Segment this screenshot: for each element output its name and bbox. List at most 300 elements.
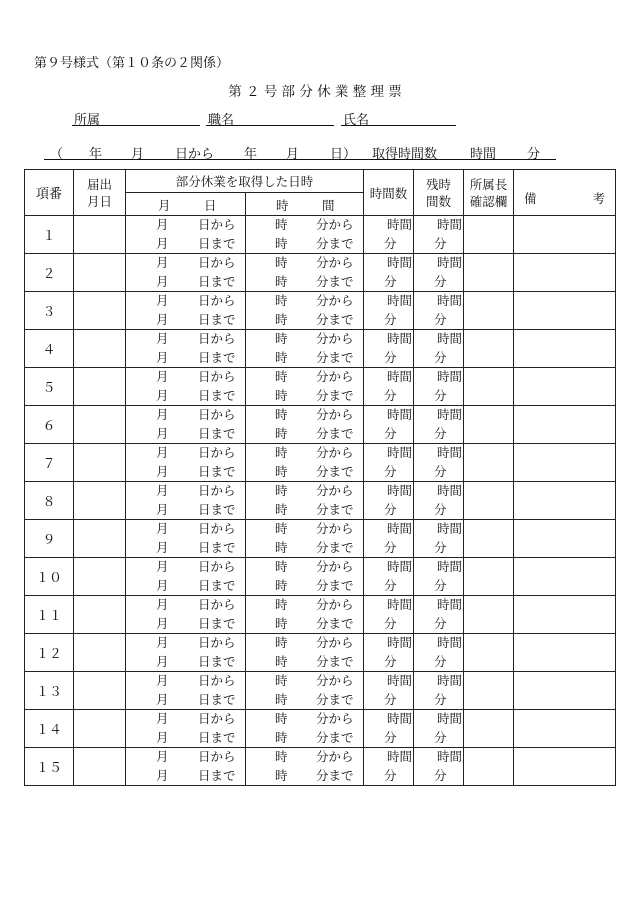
remarks-cell[interactable] <box>514 558 616 596</box>
hours-unit-label: 時間 <box>387 407 413 422</box>
remarks-cell[interactable] <box>514 634 616 672</box>
hours-unit-label: 時間 <box>387 217 413 232</box>
hour-label: 時 <box>275 407 288 422</box>
hour-label: 時 <box>275 331 288 346</box>
notified-date-cell[interactable] <box>74 748 126 786</box>
min-from-label: 分から <box>316 293 354 308</box>
remaining-cell[interactable] <box>414 406 464 444</box>
min-unit-label: 分 <box>384 464 397 479</box>
hours-count-cell[interactable] <box>364 634 414 672</box>
remaining-cell[interactable] <box>414 672 464 710</box>
hour-label: 時 <box>275 217 288 232</box>
table-row <box>25 292 616 330</box>
notified-date-cell[interactable] <box>74 330 126 368</box>
hours-unit-label: 時間 <box>437 673 463 688</box>
hours-unit-label: 時間 <box>387 255 413 270</box>
period-minutes-unit: 分 <box>527 147 541 162</box>
day-from-label: 日から <box>198 217 236 232</box>
table-row <box>25 254 616 292</box>
remaining-cell[interactable] <box>414 710 464 748</box>
remaining-cell[interactable] <box>414 368 464 406</box>
day-from-label: 日から <box>198 331 236 346</box>
min-unit-label: 分 <box>434 312 447 327</box>
remarks-cell[interactable] <box>514 444 616 482</box>
table-row <box>25 482 616 520</box>
day-to-label: 日まで <box>198 692 236 707</box>
head-confirm-cell[interactable] <box>464 596 514 634</box>
hour-label: 時 <box>275 483 288 498</box>
leave-table <box>24 169 616 786</box>
time-cell[interactable] <box>246 748 364 786</box>
head-confirm-cell[interactable] <box>464 558 514 596</box>
hour-label: 時 <box>275 445 288 460</box>
month-label: 月 <box>156 426 169 441</box>
hours-unit-label: 時間 <box>387 521 413 536</box>
table-row <box>25 216 616 254</box>
remaining-cell[interactable] <box>414 596 464 634</box>
head-confirm-cell[interactable] <box>464 672 514 710</box>
remaining-cell[interactable] <box>414 748 464 786</box>
hours-unit-label: 時間 <box>437 217 463 232</box>
hour-label: 時 <box>275 559 288 574</box>
period-month-1: 月 <box>131 147 145 162</box>
hours-count-cell[interactable] <box>364 482 414 520</box>
day-to-label: 日まで <box>198 730 236 745</box>
day-to-label: 日まで <box>198 426 236 441</box>
row-number: ２ <box>25 254 74 292</box>
min-unit-label: 分 <box>434 350 447 365</box>
hours-count-cell[interactable] <box>364 710 414 748</box>
hours-unit-label: 時間 <box>437 711 463 726</box>
day-to-label: 日まで <box>198 464 236 479</box>
remaining-cell[interactable] <box>414 292 464 330</box>
day-to-label: 日まで <box>198 236 236 251</box>
hours-count-cell[interactable] <box>364 254 414 292</box>
day-to-label: 日まで <box>198 616 236 631</box>
day-from-label: 日から <box>198 635 236 650</box>
notified-date-cell[interactable] <box>74 482 126 520</box>
time-cell[interactable] <box>246 406 364 444</box>
hour-label: 時 <box>275 236 288 251</box>
date-cell[interactable] <box>126 292 246 330</box>
min-unit-label: 分 <box>384 540 397 555</box>
remarks-cell[interactable] <box>514 482 616 520</box>
header-notified <box>74 170 126 216</box>
hour-label: 時 <box>275 749 288 764</box>
day-to-label: 日まで <box>198 388 236 403</box>
header-remaining-text: 残時 間数 <box>426 176 452 209</box>
hours-unit-label: 時間 <box>387 597 413 612</box>
date-cell[interactable] <box>126 520 246 558</box>
period-month-2: 月 <box>286 147 300 162</box>
name-field[interactable] <box>341 125 456 126</box>
date-cell[interactable] <box>126 216 246 254</box>
head-confirm-cell[interactable] <box>464 520 514 558</box>
remaining-cell[interactable] <box>414 254 464 292</box>
month-label: 月 <box>156 692 169 707</box>
head-confirm-cell[interactable] <box>464 406 514 444</box>
header-hours-count <box>364 170 414 216</box>
hours-unit-label: 時間 <box>387 635 413 650</box>
notified-date-cell[interactable] <box>74 520 126 558</box>
position-field[interactable] <box>206 125 334 126</box>
hours-count-cell[interactable] <box>364 406 414 444</box>
notified-date-cell[interactable] <box>74 254 126 292</box>
head-confirm-cell[interactable] <box>464 482 514 520</box>
hours-unit-label: 時間 <box>437 559 463 574</box>
head-confirm-cell[interactable] <box>464 368 514 406</box>
hours-unit-label: 時間 <box>437 483 463 498</box>
notified-date-cell[interactable] <box>74 292 126 330</box>
day-from-label: 日から <box>198 445 236 460</box>
period-year-1: 年 <box>89 147 103 162</box>
remarks-cell[interactable] <box>514 406 616 444</box>
day-from-label: 日から <box>198 255 236 270</box>
month-label: 月 <box>156 331 169 346</box>
month-label: 月 <box>156 559 169 574</box>
hours-unit-label: 時間 <box>387 749 413 764</box>
notified-date-cell[interactable] <box>74 558 126 596</box>
header-remarks-1: 備 <box>524 191 537 206</box>
date-cell[interactable] <box>126 444 246 482</box>
hours-count-cell[interactable] <box>364 672 414 710</box>
remarks-cell[interactable] <box>514 710 616 748</box>
hour-label: 時 <box>275 521 288 536</box>
hours-count-cell[interactable] <box>364 216 414 254</box>
min-to-label: 分まで <box>316 312 354 327</box>
min-from-label: 分から <box>316 407 354 422</box>
remaining-cell[interactable] <box>414 520 464 558</box>
table-row <box>25 672 616 710</box>
min-to-label: 分まで <box>316 616 354 631</box>
hour-label: 時 <box>275 692 288 707</box>
month-label: 月 <box>156 445 169 460</box>
day-from-label: 日から <box>198 711 236 726</box>
min-to-label: 分まで <box>316 654 354 669</box>
day-to-label: 日まで <box>198 540 236 555</box>
min-to-label: 分まで <box>316 502 354 517</box>
table-row <box>25 406 616 444</box>
month-label: 月 <box>156 388 169 403</box>
min-unit-label: 分 <box>384 616 397 631</box>
hour-label: 時 <box>275 464 288 479</box>
remarks-cell[interactable] <box>514 748 616 786</box>
notified-date-cell[interactable] <box>74 444 126 482</box>
head-confirm-cell[interactable] <box>464 254 514 292</box>
hour-label: 時 <box>275 616 288 631</box>
table-row <box>25 710 616 748</box>
month-label: 月 <box>156 578 169 593</box>
date-cell[interactable] <box>126 406 246 444</box>
month-label: 月 <box>156 350 169 365</box>
min-from-label: 分から <box>316 521 354 536</box>
header-remarks <box>514 170 616 216</box>
time-cell[interactable] <box>246 254 364 292</box>
head-confirm-cell[interactable] <box>464 216 514 254</box>
head-confirm-cell[interactable] <box>464 292 514 330</box>
min-unit-label: 分 <box>384 502 397 517</box>
min-to-label: 分まで <box>316 540 354 555</box>
min-unit-label: 分 <box>384 388 397 403</box>
notified-date-cell[interactable] <box>74 406 126 444</box>
min-unit-label: 分 <box>434 768 447 783</box>
hour-label: 時 <box>275 673 288 688</box>
remarks-cell[interactable] <box>514 254 616 292</box>
head-confirm-cell[interactable] <box>464 634 514 672</box>
hours-count-cell[interactable] <box>364 292 414 330</box>
month-label: 月 <box>156 616 169 631</box>
hour-label: 時 <box>275 578 288 593</box>
time-cell[interactable] <box>246 482 364 520</box>
row-number: １２ <box>25 634 74 672</box>
table-row <box>25 748 616 786</box>
header-remaining <box>414 170 464 216</box>
date-cell[interactable] <box>126 482 246 520</box>
month-label: 月 <box>156 255 169 270</box>
min-to-label: 分まで <box>316 578 354 593</box>
remaining-cell[interactable] <box>414 330 464 368</box>
notified-date-cell[interactable] <box>74 634 126 672</box>
min-from-label: 分から <box>316 483 354 498</box>
date-cell[interactable] <box>126 634 246 672</box>
min-unit-label: 分 <box>434 730 447 745</box>
month-label: 月 <box>156 312 169 327</box>
min-from-label: 分から <box>316 711 354 726</box>
table-row <box>25 558 616 596</box>
header-taken-text: 部分休業を取得した日時 <box>175 174 314 189</box>
table-row <box>25 634 616 672</box>
period-year-2: 年 <box>244 147 258 162</box>
period-day-from: 日から <box>175 147 215 162</box>
min-from-label: 分から <box>316 331 354 346</box>
hours-unit-label: 時間 <box>387 331 413 346</box>
date-cell[interactable] <box>126 368 246 406</box>
header-remarks-2: 考 <box>592 191 606 206</box>
date-cell[interactable] <box>126 558 246 596</box>
min-unit-label: 分 <box>384 350 397 365</box>
row-number: ７ <box>25 444 74 482</box>
time-cell[interactable] <box>246 672 364 710</box>
head-confirm-cell[interactable] <box>464 748 514 786</box>
min-unit-label: 分 <box>384 236 397 251</box>
day-from-label: 日から <box>198 521 236 536</box>
hour-label: 時 <box>275 730 288 745</box>
header-minute: 間 <box>322 198 335 213</box>
min-from-label: 分から <box>316 217 354 232</box>
remarks-cell[interactable] <box>514 330 616 368</box>
header-month: 月 <box>158 198 171 213</box>
date-cell[interactable] <box>126 672 246 710</box>
date-cell[interactable] <box>126 596 246 634</box>
month-label: 月 <box>156 673 169 688</box>
row-number: １５ <box>25 748 74 786</box>
notified-date-cell[interactable] <box>74 672 126 710</box>
position-label: 職名 <box>208 113 235 128</box>
day-from-label: 日から <box>198 483 236 498</box>
period-day-to: 日） <box>330 147 357 162</box>
min-from-label: 分から <box>316 559 354 574</box>
row-number: １０ <box>25 558 74 596</box>
remarks-cell[interactable] <box>514 596 616 634</box>
min-unit-label: 分 <box>434 540 447 555</box>
hour-label: 時 <box>275 293 288 308</box>
date-cell[interactable] <box>126 254 246 292</box>
header-head-confirm-text: 所属長 確認欄 <box>469 176 508 209</box>
min-unit-label: 分 <box>384 578 397 593</box>
table-row <box>25 520 616 558</box>
time-cell[interactable] <box>246 216 364 254</box>
affiliation-field[interactable] <box>72 125 200 126</box>
hour-label: 時 <box>275 350 288 365</box>
remaining-cell[interactable] <box>414 558 464 596</box>
hours-unit-label: 時間 <box>437 407 463 422</box>
hours-unit-label: 時間 <box>437 635 463 650</box>
hours-count-cell[interactable] <box>364 330 414 368</box>
hours-unit-label: 時間 <box>387 369 413 384</box>
min-unit-label: 分 <box>384 654 397 669</box>
hours-count-cell[interactable] <box>364 368 414 406</box>
day-from-label: 日から <box>198 597 236 612</box>
notified-date-cell[interactable] <box>74 368 126 406</box>
month-label: 月 <box>156 521 169 536</box>
notified-date-cell[interactable] <box>74 596 126 634</box>
time-cell[interactable] <box>246 596 364 634</box>
hours-count-cell[interactable] <box>364 520 414 558</box>
month-label: 月 <box>156 730 169 745</box>
date-cell[interactable] <box>126 748 246 786</box>
time-cell[interactable] <box>246 292 364 330</box>
header-date <box>126 193 246 216</box>
month-label: 月 <box>156 483 169 498</box>
month-label: 月 <box>156 236 169 251</box>
min-unit-label: 分 <box>434 692 447 707</box>
table-row <box>25 368 616 406</box>
time-cell[interactable] <box>246 634 364 672</box>
day-to-label: 日まで <box>198 768 236 783</box>
hour-label: 時 <box>275 654 288 669</box>
head-confirm-cell[interactable] <box>464 444 514 482</box>
month-label: 月 <box>156 293 169 308</box>
time-cell[interactable] <box>246 520 364 558</box>
min-from-label: 分から <box>316 749 354 764</box>
month-label: 月 <box>156 464 169 479</box>
month-label: 月 <box>156 369 169 384</box>
min-unit-label: 分 <box>384 312 397 327</box>
min-unit-label: 分 <box>434 388 447 403</box>
hours-unit-label: 時間 <box>437 597 463 612</box>
header-taken <box>126 170 364 193</box>
hour-label: 時 <box>275 502 288 517</box>
month-label: 月 <box>156 749 169 764</box>
remarks-cell[interactable] <box>514 216 616 254</box>
min-unit-label: 分 <box>384 692 397 707</box>
month-label: 月 <box>156 274 169 289</box>
remarks-cell[interactable] <box>514 368 616 406</box>
min-unit-label: 分 <box>434 578 447 593</box>
row-number: ８ <box>25 482 74 520</box>
hour-label: 時 <box>275 274 288 289</box>
remaining-cell[interactable] <box>414 482 464 520</box>
remarks-cell[interactable] <box>514 520 616 558</box>
row-number: ３ <box>25 292 74 330</box>
hours-unit-label: 時間 <box>437 255 463 270</box>
period-hours-label: 取得時間数 <box>372 147 438 162</box>
hour-label: 時 <box>275 635 288 650</box>
hours-count-cell[interactable] <box>364 558 414 596</box>
hour-label: 時 <box>275 597 288 612</box>
time-cell[interactable] <box>246 330 364 368</box>
month-label: 月 <box>156 407 169 422</box>
header-notified-text: 届出 月日 <box>86 176 112 209</box>
table-row <box>25 596 616 634</box>
date-cell[interactable] <box>126 710 246 748</box>
hour-label: 時 <box>275 369 288 384</box>
min-to-label: 分まで <box>316 730 354 745</box>
head-confirm-cell[interactable] <box>464 710 514 748</box>
head-confirm-cell[interactable] <box>464 330 514 368</box>
min-unit-label: 分 <box>434 654 447 669</box>
name-label: 氏名 <box>343 113 370 128</box>
hours-count-cell[interactable] <box>364 444 414 482</box>
form-number: 第９号様式（第１０条の２関係） <box>34 56 230 71</box>
row-number: １３ <box>25 672 74 710</box>
min-to-label: 分まで <box>316 464 354 479</box>
min-unit-label: 分 <box>434 502 447 517</box>
header-hours-count-text: 時間数 <box>369 185 408 201</box>
day-from-label: 日から <box>198 407 236 422</box>
notified-date-cell[interactable] <box>74 216 126 254</box>
hours-unit-label: 時間 <box>387 711 413 726</box>
day-from-label: 日から <box>198 293 236 308</box>
min-unit-label: 分 <box>434 464 447 479</box>
date-cell[interactable] <box>126 330 246 368</box>
min-to-label: 分まで <box>316 388 354 403</box>
hour-label: 時 <box>275 312 288 327</box>
time-cell[interactable] <box>246 558 364 596</box>
time-cell[interactable] <box>246 710 364 748</box>
month-label: 月 <box>156 711 169 726</box>
remaining-cell[interactable] <box>414 444 464 482</box>
min-unit-label: 分 <box>384 426 397 441</box>
min-unit-label: 分 <box>434 616 447 631</box>
row-number: ４ <box>25 330 74 368</box>
table-row <box>25 444 616 482</box>
remarks-cell[interactable] <box>514 672 616 710</box>
time-cell[interactable] <box>246 444 364 482</box>
hour-label: 時 <box>275 388 288 403</box>
min-to-label: 分まで <box>316 236 354 251</box>
hours-unit-label: 時間 <box>437 331 463 346</box>
remaining-cell[interactable] <box>414 634 464 672</box>
affiliation-label: 所属 <box>74 113 101 128</box>
notified-date-cell[interactable] <box>74 710 126 748</box>
remarks-cell[interactable] <box>514 292 616 330</box>
header-number-text: 項番 <box>35 187 62 202</box>
day-from-label: 日から <box>198 559 236 574</box>
remaining-cell[interactable] <box>414 216 464 254</box>
hours-unit-label: 時間 <box>437 749 463 764</box>
day-to-label: 日まで <box>198 350 236 365</box>
hours-count-cell[interactable] <box>364 596 414 634</box>
hours-unit-label: 時間 <box>387 445 413 460</box>
time-cell[interactable] <box>246 368 364 406</box>
hours-count-cell[interactable] <box>364 748 414 786</box>
min-to-label: 分まで <box>316 350 354 365</box>
min-unit-label: 分 <box>434 236 447 251</box>
min-from-label: 分から <box>316 255 354 270</box>
month-label: 月 <box>156 540 169 555</box>
min-unit-label: 分 <box>384 274 397 289</box>
